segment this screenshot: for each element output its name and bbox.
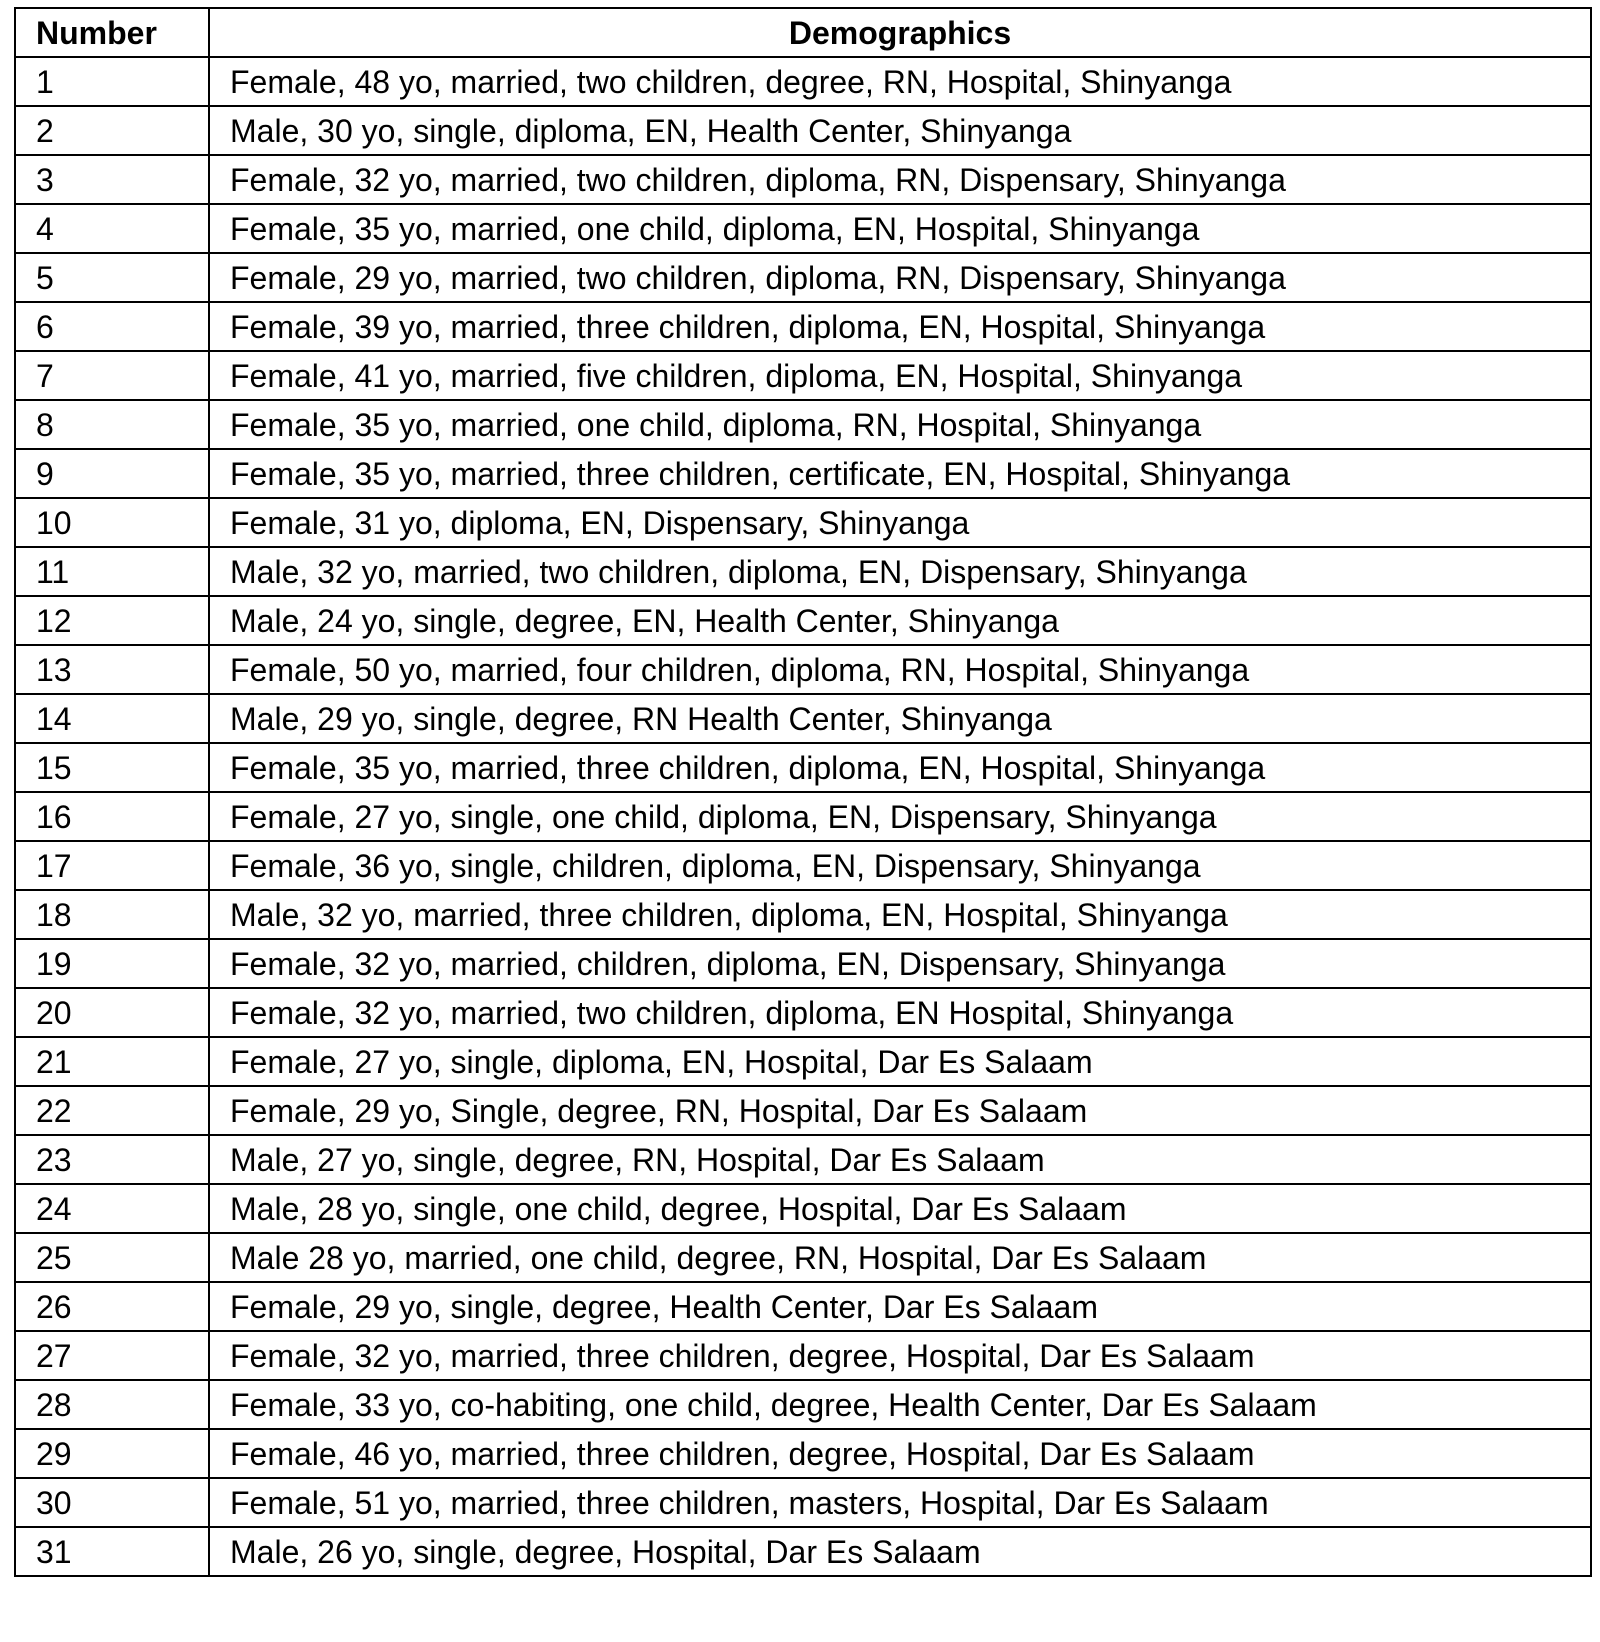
demographics-cell: Female, 35 yo, married, three children, certificate, EN, Hospital, Shinyanga [209,449,1591,498]
header-row [15,8,1591,57]
table-row [15,498,1591,547]
row-number-cell: 27 [15,1331,209,1380]
table-row [15,841,1591,890]
table-row [15,1037,1591,1086]
table-row [15,155,1591,204]
demographics-cell: Male, 24 yo, single, degree, EN, Health Center, Shinyanga [209,596,1591,645]
demographics-cell: Male, 28 yo, single, one child, degree, Hospital, Dar Es Salaam [209,1184,1591,1233]
demographics-cell: Female, 33 yo, co-habiting, one child, degree, Health Center, Dar Es Salaam [209,1380,1591,1429]
row-number-cell: 20 [15,988,209,1037]
table-row [15,400,1591,449]
table-row [15,1380,1591,1429]
table-row [15,645,1591,694]
table-header [15,8,1591,57]
demographics-cell: Female, 35 yo, married, one child, diploma, RN, Hospital, Shinyanga [209,400,1591,449]
row-number-cell: 14 [15,694,209,743]
table-row [15,743,1591,792]
column-header-number: Number [15,8,209,57]
demographics-cell: Female, 48 yo, married, two children, degree, RN, Hospital, Shinyanga [209,57,1591,106]
row-number-cell: 15 [15,743,209,792]
demographics-cell: Female, 29 yo, Single, degree, RN, Hospital, Dar Es Salaam [209,1086,1591,1135]
row-number-cell: 13 [15,645,209,694]
row-number-cell: 28 [15,1380,209,1429]
row-number-cell: 25 [15,1233,209,1282]
demographics-cell: Female, 32 yo, married, two children, diploma, EN Hospital, Shinyanga [209,988,1591,1037]
row-number-cell: 30 [15,1478,209,1527]
demographics-cell: Female, 27 yo, single, one child, diploma, EN, Dispensary, Shinyanga [209,792,1591,841]
row-number-cell: 21 [15,1037,209,1086]
table-row [15,302,1591,351]
demographics-cell: Female, 32 yo, married, three children, degree, Hospital, Dar Es Salaam [209,1331,1591,1380]
row-number-cell: 2 [15,106,209,155]
demographics-cell: Female, 29 yo, married, two children, diploma, RN, Dispensary, Shinyanga [209,253,1591,302]
demographics-cell: Female, 36 yo, single, children, diploma, EN, Dispensary, Shinyanga [209,841,1591,890]
row-number-cell: 9 [15,449,209,498]
demographics-cell: Male 28 yo, married, one child, degree, RN, Hospital, Dar Es Salaam [209,1233,1591,1282]
row-number-cell: 23 [15,1135,209,1184]
row-number-cell: 31 [15,1527,209,1576]
demographics-cell: Male, 32 yo, married, three children, diploma, EN, Hospital, Shinyanga [209,890,1591,939]
row-number-cell: 18 [15,890,209,939]
demographics-cell: Female, 32 yo, married, two children, diploma, RN, Dispensary, Shinyanga [209,155,1591,204]
row-number-cell: 3 [15,155,209,204]
demographics-cell: Male, 27 yo, single, degree, RN, Hospital, Dar Es Salaam [209,1135,1591,1184]
demographics-cell: Female, 35 yo, married, one child, diploma, EN, Hospital, Shinyanga [209,204,1591,253]
demographics-cell: Female, 27 yo, single, diploma, EN, Hospital, Dar Es Salaam [209,1037,1591,1086]
table-row [15,694,1591,743]
demographics-cell: Female, 50 yo, married, four children, diploma, RN, Hospital, Shinyanga [209,645,1591,694]
table-row [15,596,1591,645]
table-row [15,890,1591,939]
row-number-cell: 10 [15,498,209,547]
table-row [15,351,1591,400]
row-number-cell: 12 [15,596,209,645]
demographics-cell: Female, 29 yo, single, degree, Health Center, Dar Es Salaam [209,1282,1591,1331]
table-row [15,988,1591,1037]
table-row [15,1282,1591,1331]
row-number-cell: 4 [15,204,209,253]
table-row [15,204,1591,253]
table-row [15,1331,1591,1380]
row-number-cell: 19 [15,939,209,988]
demographics-cell: Female, 32 yo, married, children, diploma, EN, Dispensary, Shinyanga [209,939,1591,988]
table-row [15,449,1591,498]
row-number-cell: 17 [15,841,209,890]
row-number-cell: 8 [15,400,209,449]
table-row [15,253,1591,302]
table-row [15,939,1591,988]
table-row [15,57,1591,106]
row-number-cell: 5 [15,253,209,302]
table-row [15,1135,1591,1184]
demographics-cell: Male, 32 yo, married, two children, diploma, EN, Dispensary, Shinyanga [209,547,1591,596]
table-row [15,1429,1591,1478]
demographics-cell: Male, 26 yo, single, degree, Hospital, Dar Es Salaam [209,1527,1591,1576]
demographics-table [14,7,1592,1577]
row-number-cell: 22 [15,1086,209,1135]
demographics-cell: Female, 46 yo, married, three children, degree, Hospital, Dar Es Salaam [209,1429,1591,1478]
table-row [15,1478,1591,1527]
row-number-cell: 26 [15,1282,209,1331]
demographics-cell: Male, 29 yo, single, degree, RN Health Center, Shinyanga [209,694,1591,743]
table-row [15,1086,1591,1135]
row-number-cell: 7 [15,351,209,400]
demographics-cell: Female, 39 yo, married, three children, diploma, EN, Hospital, Shinyanga [209,302,1591,351]
row-number-cell: 1 [15,57,209,106]
table-body [15,57,1591,1576]
table-row [15,1527,1591,1576]
row-number-cell: 29 [15,1429,209,1478]
row-number-cell: 11 [15,547,209,596]
table-row [15,1184,1591,1233]
row-number-cell: 24 [15,1184,209,1233]
row-number-cell: 6 [15,302,209,351]
demographics-cell: Female, 35 yo, married, three children, diploma, EN, Hospital, Shinyanga [209,743,1591,792]
table-row [15,106,1591,155]
demographics-cell: Female, 31 yo, diploma, EN, Dispensary, Shinyanga [209,498,1591,547]
demographics-cell: Female, 41 yo, married, five children, diploma, EN, Hospital, Shinyanga [209,351,1591,400]
column-header-demographics: Demographics [209,8,1591,57]
demographics-cell: Male, 30 yo, single, diploma, EN, Health Center, Shinyanga [209,106,1591,155]
row-number-cell: 16 [15,792,209,841]
table-row [15,792,1591,841]
table-row [15,1233,1591,1282]
demographics-cell: Female, 51 yo, married, three children, masters, Hospital, Dar Es Salaam [209,1478,1591,1527]
table-row [15,547,1591,596]
